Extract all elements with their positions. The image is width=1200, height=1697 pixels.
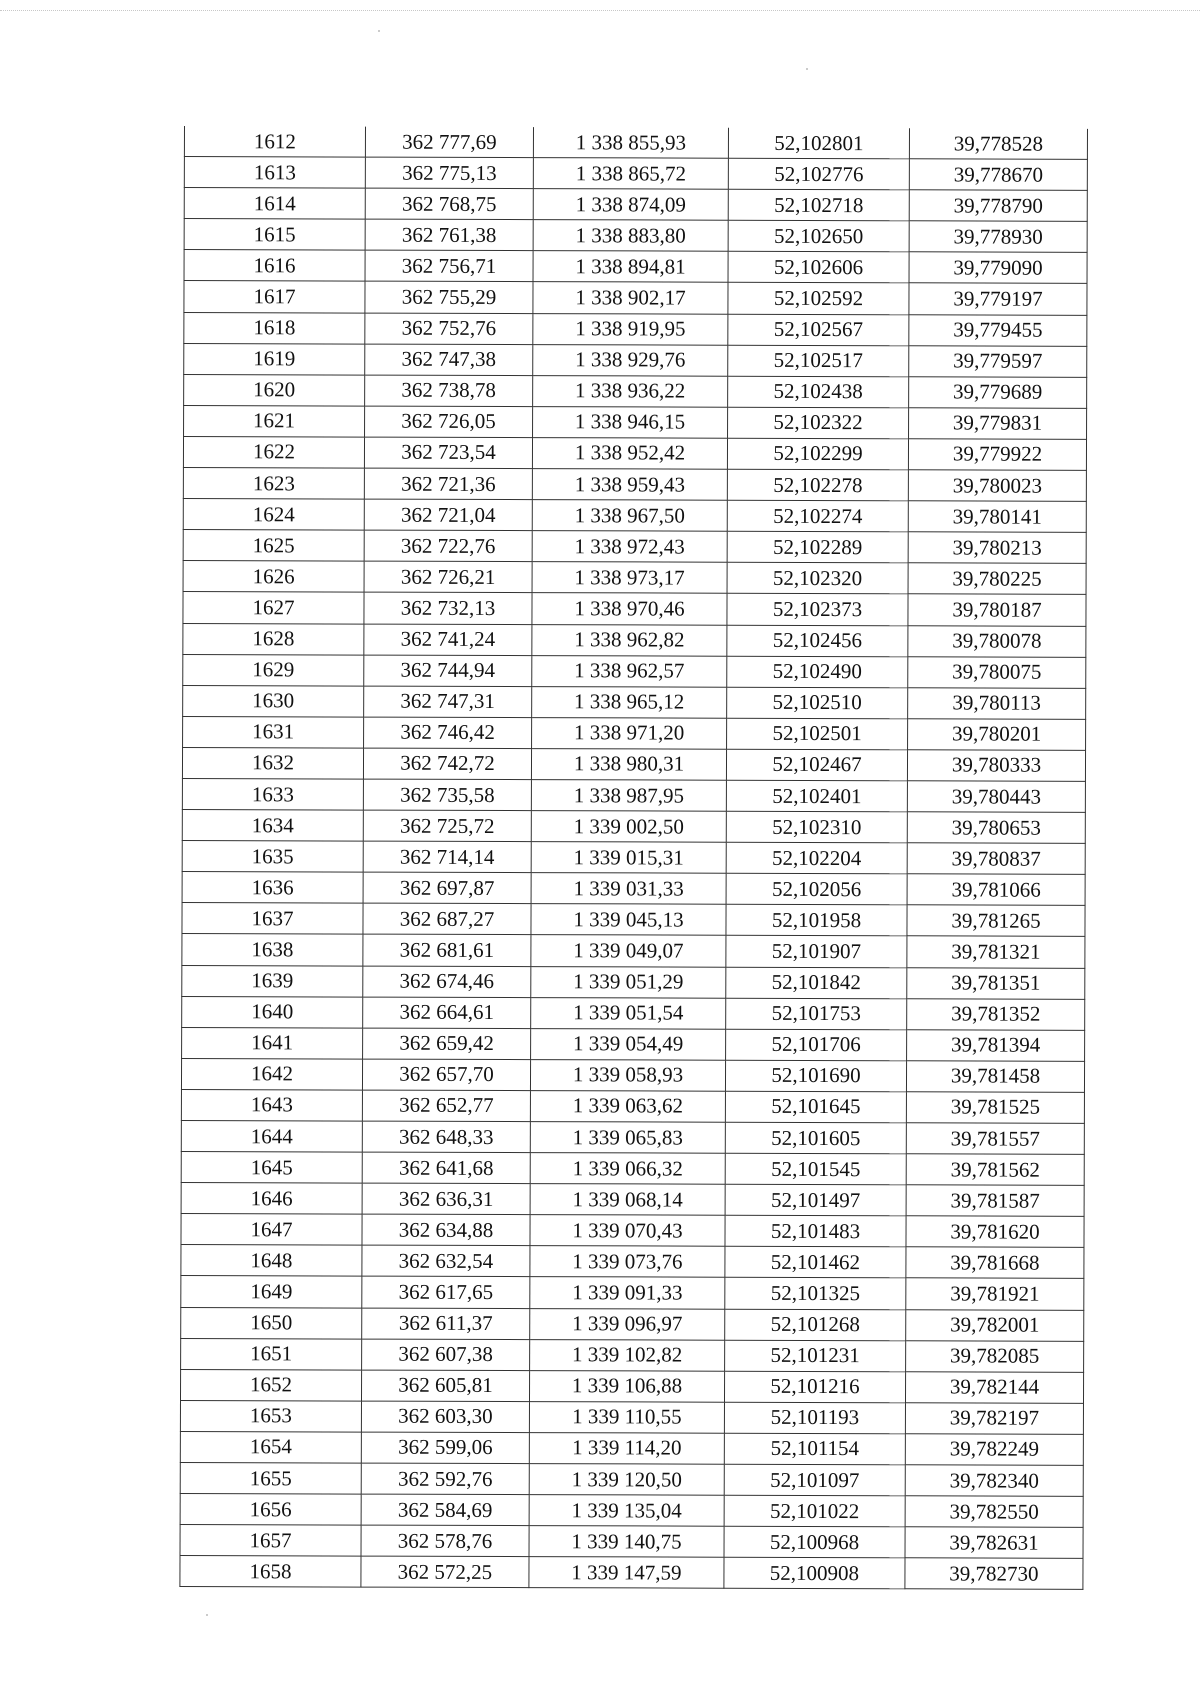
point-number-cell: 1658 bbox=[180, 1556, 361, 1588]
table-row bbox=[183, 499, 1086, 533]
point-number-cell: 1633 bbox=[182, 778, 363, 810]
latitude-cell: 52,102401 bbox=[726, 780, 907, 812]
scan-speck bbox=[206, 1614, 208, 1616]
table-row bbox=[182, 872, 1085, 906]
y-coordinate-cell: 1 339 058,93 bbox=[530, 1059, 725, 1091]
point-number-cell: 1623 bbox=[183, 468, 364, 500]
table-row bbox=[180, 1525, 1083, 1559]
longitude-cell: 39,782730 bbox=[905, 1558, 1083, 1590]
scan-edge-line bbox=[0, 10, 1200, 11]
point-number-cell: 1624 bbox=[183, 499, 364, 531]
latitude-cell: 52,102501 bbox=[727, 718, 908, 750]
table-row bbox=[182, 778, 1085, 812]
latitude-cell: 52,102320 bbox=[727, 563, 908, 595]
x-coordinate-cell: 362 735,58 bbox=[363, 779, 531, 811]
longitude-cell: 39,779689 bbox=[909, 377, 1087, 409]
table-row bbox=[184, 405, 1087, 439]
longitude-cell: 39,782001 bbox=[906, 1309, 1084, 1341]
point-number-cell: 1637 bbox=[182, 903, 363, 935]
longitude-cell: 39,780141 bbox=[908, 501, 1086, 533]
point-number-cell: 1620 bbox=[184, 374, 365, 406]
latitude-cell: 52,102056 bbox=[726, 873, 907, 905]
x-coordinate-cell: 362 741,24 bbox=[364, 624, 532, 656]
table-row bbox=[182, 747, 1085, 781]
x-coordinate-cell: 362 714,14 bbox=[363, 841, 531, 873]
x-coordinate-cell: 362 723,54 bbox=[364, 437, 532, 469]
longitude-cell: 39,780075 bbox=[908, 656, 1086, 688]
point-number-cell: 1629 bbox=[183, 654, 364, 686]
x-coordinate-cell: 362 722,76 bbox=[364, 530, 532, 562]
y-coordinate-cell: 1 339 063,62 bbox=[530, 1090, 725, 1122]
table-row bbox=[184, 126, 1087, 159]
table-row bbox=[181, 1338, 1084, 1372]
x-coordinate-cell: 362 605,81 bbox=[361, 1370, 529, 1402]
point-number-cell: 1631 bbox=[183, 716, 364, 748]
x-coordinate-cell: 362 697,87 bbox=[363, 872, 531, 904]
point-number-cell: 1627 bbox=[183, 592, 364, 624]
longitude-cell: 39,781321 bbox=[907, 936, 1085, 968]
y-coordinate-cell: 1 339 051,54 bbox=[531, 997, 726, 1029]
y-coordinate-cell: 1 338 980,31 bbox=[531, 748, 726, 780]
x-coordinate-cell: 362 721,04 bbox=[364, 499, 532, 531]
y-coordinate-cell: 1 339 147,59 bbox=[529, 1557, 724, 1589]
longitude-cell: 39,779090 bbox=[909, 252, 1087, 284]
y-coordinate-cell: 1 339 096,97 bbox=[530, 1308, 725, 1340]
x-coordinate-cell: 362 572,25 bbox=[361, 1556, 529, 1588]
longitude-cell: 39,781525 bbox=[906, 1092, 1084, 1124]
table-row bbox=[183, 685, 1086, 719]
y-coordinate-cell: 1 338 987,95 bbox=[531, 780, 726, 812]
table-row bbox=[183, 623, 1086, 657]
x-coordinate-cell: 362 744,94 bbox=[364, 655, 532, 687]
x-coordinate-cell: 362 659,42 bbox=[363, 1028, 531, 1060]
x-coordinate-cell: 362 648,33 bbox=[362, 1121, 530, 1153]
longitude-cell: 39,779197 bbox=[909, 283, 1087, 315]
point-number-cell: 1639 bbox=[182, 965, 363, 997]
x-coordinate-cell: 362 584,69 bbox=[361, 1494, 529, 1526]
longitude-cell: 39,780653 bbox=[907, 812, 1085, 844]
table-row bbox=[182, 996, 1085, 1030]
y-coordinate-cell: 1 339 066,32 bbox=[530, 1153, 725, 1185]
y-coordinate-cell: 1 339 015,31 bbox=[531, 842, 726, 874]
longitude-cell: 39,782249 bbox=[905, 1434, 1083, 1466]
x-coordinate-cell: 362 652,77 bbox=[362, 1090, 530, 1122]
longitude-cell: 39,778528 bbox=[909, 128, 1087, 159]
y-coordinate-cell: 1 338 855,93 bbox=[533, 127, 728, 158]
x-coordinate-cell: 362 777,69 bbox=[365, 127, 533, 158]
table-row bbox=[181, 1058, 1084, 1092]
point-number-cell: 1616 bbox=[184, 250, 365, 282]
longitude-cell: 39,781351 bbox=[907, 967, 1085, 999]
latitude-cell: 52,101022 bbox=[724, 1495, 905, 1527]
latitude-cell: 52,101545 bbox=[725, 1153, 906, 1185]
longitude-cell: 39,779922 bbox=[908, 439, 1086, 471]
y-coordinate-cell: 1 338 865,72 bbox=[533, 158, 728, 190]
x-coordinate-cell: 362 726,05 bbox=[365, 406, 533, 438]
point-number-cell: 1651 bbox=[181, 1338, 362, 1370]
point-number-cell: 1630 bbox=[183, 685, 364, 717]
y-coordinate-cell: 1 338 946,15 bbox=[533, 406, 728, 438]
x-coordinate-cell: 362 721,36 bbox=[364, 468, 532, 500]
latitude-cell: 52,101605 bbox=[725, 1122, 906, 1154]
point-number-cell: 1628 bbox=[183, 623, 364, 655]
table-row bbox=[182, 1027, 1085, 1061]
y-coordinate-cell: 1 338 883,80 bbox=[533, 220, 728, 252]
latitude-cell: 52,102801 bbox=[728, 128, 909, 159]
table-row bbox=[184, 374, 1087, 408]
longitude-cell: 39,781562 bbox=[906, 1154, 1084, 1186]
longitude-cell: 39,782550 bbox=[905, 1496, 1083, 1528]
x-coordinate-cell: 362 603,30 bbox=[361, 1401, 529, 1433]
point-number-cell: 1648 bbox=[181, 1245, 362, 1277]
table-row bbox=[183, 436, 1086, 470]
table-row bbox=[180, 1431, 1083, 1465]
longitude-cell: 39,778670 bbox=[909, 159, 1087, 191]
table-row bbox=[183, 654, 1086, 688]
point-number-cell: 1647 bbox=[181, 1214, 362, 1246]
latitude-cell: 52,101907 bbox=[726, 936, 907, 968]
table-row bbox=[183, 530, 1086, 564]
latitude-cell: 52,102204 bbox=[726, 842, 907, 874]
table-row bbox=[184, 281, 1087, 315]
latitude-cell: 52,101216 bbox=[724, 1371, 905, 1403]
x-coordinate-cell: 362 747,31 bbox=[364, 686, 532, 718]
x-coordinate-cell: 362 641,68 bbox=[362, 1152, 530, 1184]
y-coordinate-cell: 1 339 114,20 bbox=[529, 1433, 724, 1465]
x-coordinate-cell: 362 746,42 bbox=[364, 717, 532, 749]
latitude-cell: 52,102517 bbox=[728, 345, 909, 377]
latitude-cell: 52,101097 bbox=[724, 1464, 905, 1496]
y-coordinate-cell: 1 339 031,33 bbox=[531, 873, 726, 905]
point-number-cell: 1642 bbox=[181, 1058, 362, 1090]
y-coordinate-cell: 1 339 051,29 bbox=[531, 966, 726, 998]
point-number-cell: 1619 bbox=[184, 343, 365, 375]
y-coordinate-cell: 1 338 952,42 bbox=[532, 438, 727, 470]
latitude-cell: 52,102718 bbox=[728, 189, 909, 221]
longitude-cell: 39,781394 bbox=[907, 1029, 1085, 1061]
y-coordinate-cell: 1 339 110,55 bbox=[529, 1401, 724, 1433]
y-coordinate-cell: 1 339 049,07 bbox=[531, 935, 726, 967]
y-coordinate-cell: 1 339 140,75 bbox=[529, 1526, 724, 1558]
y-coordinate-cell: 1 338 929,76 bbox=[533, 344, 728, 376]
table-row bbox=[181, 1152, 1084, 1186]
longitude-cell: 39,780837 bbox=[907, 843, 1085, 875]
latitude-cell: 52,102467 bbox=[726, 749, 907, 781]
point-number-cell: 1636 bbox=[182, 872, 363, 904]
point-number-cell: 1612 bbox=[184, 126, 365, 157]
longitude-cell: 39,780443 bbox=[907, 781, 1085, 813]
table-row bbox=[183, 716, 1086, 750]
y-coordinate-cell: 1 338 919,95 bbox=[533, 313, 728, 345]
longitude-cell: 39,780023 bbox=[908, 470, 1086, 502]
latitude-cell: 52,101842 bbox=[726, 967, 907, 999]
x-coordinate-cell: 362 738,78 bbox=[365, 375, 533, 407]
longitude-cell: 39,780201 bbox=[908, 719, 1086, 751]
longitude-cell: 39,781668 bbox=[906, 1247, 1084, 1279]
y-coordinate-cell: 1 338 972,43 bbox=[532, 531, 727, 563]
longitude-cell: 39,781921 bbox=[906, 1278, 1084, 1310]
point-number-cell: 1621 bbox=[184, 405, 365, 437]
x-coordinate-cell: 362 578,76 bbox=[361, 1525, 529, 1557]
y-coordinate-cell: 1 339 054,49 bbox=[531, 1028, 726, 1060]
table-row bbox=[182, 903, 1085, 937]
longitude-cell: 39,781066 bbox=[907, 874, 1085, 906]
x-coordinate-cell: 362 747,38 bbox=[365, 344, 533, 376]
y-coordinate-cell: 1 338 973,17 bbox=[532, 562, 727, 594]
x-coordinate-cell: 362 592,76 bbox=[361, 1463, 529, 1495]
latitude-cell: 52,102456 bbox=[727, 625, 908, 657]
longitude-cell: 39,779597 bbox=[909, 345, 1087, 377]
x-coordinate-cell: 362 657,70 bbox=[362, 1059, 530, 1091]
y-coordinate-cell: 1 339 045,13 bbox=[531, 904, 726, 936]
longitude-cell: 39,778930 bbox=[909, 221, 1087, 253]
point-number-cell: 1649 bbox=[181, 1276, 362, 1308]
point-number-cell: 1640 bbox=[182, 996, 363, 1028]
y-coordinate-cell: 1 339 070,43 bbox=[530, 1215, 725, 1247]
x-coordinate-cell: 362 768,75 bbox=[365, 188, 533, 220]
point-number-cell: 1614 bbox=[184, 188, 365, 220]
latitude-cell: 52,100908 bbox=[724, 1558, 905, 1590]
latitude-cell: 52,101958 bbox=[726, 905, 907, 937]
longitude-cell: 39,778790 bbox=[909, 190, 1087, 222]
y-coordinate-cell: 1 338 936,22 bbox=[533, 375, 728, 407]
table-row bbox=[184, 157, 1087, 191]
latitude-cell: 52,102310 bbox=[726, 811, 907, 843]
table-row bbox=[182, 810, 1085, 844]
latitude-cell: 52,102776 bbox=[728, 158, 909, 190]
y-coordinate-cell: 1 339 120,50 bbox=[529, 1464, 724, 1496]
y-coordinate-cell: 1 338 874,09 bbox=[533, 189, 728, 221]
latitude-cell: 52,102299 bbox=[727, 438, 908, 470]
point-number-cell: 1643 bbox=[181, 1089, 362, 1121]
table-row bbox=[182, 934, 1085, 968]
longitude-cell: 39,781352 bbox=[907, 998, 1085, 1030]
y-coordinate-cell: 1 339 091,33 bbox=[530, 1277, 725, 1309]
x-coordinate-cell: 362 617,65 bbox=[362, 1277, 530, 1309]
table-row bbox=[180, 1369, 1083, 1403]
longitude-cell: 39,781265 bbox=[907, 905, 1085, 937]
latitude-cell: 52,102490 bbox=[727, 656, 908, 688]
table-row bbox=[181, 1214, 1084, 1248]
longitude-cell: 39,782144 bbox=[905, 1372, 1083, 1404]
point-number-cell: 1613 bbox=[184, 157, 365, 189]
y-coordinate-cell: 1 339 065,83 bbox=[530, 1122, 725, 1154]
latitude-cell: 52,102567 bbox=[728, 314, 909, 346]
point-number-cell: 1626 bbox=[183, 561, 364, 593]
latitude-cell: 52,101753 bbox=[726, 998, 907, 1030]
point-number-cell: 1635 bbox=[182, 841, 363, 873]
latitude-cell: 52,102289 bbox=[727, 531, 908, 563]
y-coordinate-cell: 1 339 102,82 bbox=[530, 1339, 725, 1371]
longitude-cell: 39,782631 bbox=[905, 1527, 1083, 1559]
y-coordinate-cell: 1 339 106,88 bbox=[529, 1370, 724, 1402]
y-coordinate-cell: 1 338 962,82 bbox=[532, 624, 727, 656]
y-coordinate-cell: 1 338 894,81 bbox=[533, 251, 728, 283]
x-coordinate-cell: 362 732,13 bbox=[364, 592, 532, 624]
y-coordinate-cell: 1 338 967,50 bbox=[532, 500, 727, 532]
table-row bbox=[183, 561, 1086, 595]
table-row bbox=[181, 1183, 1084, 1217]
table-row bbox=[180, 1494, 1083, 1528]
longitude-cell: 39,781458 bbox=[906, 1061, 1084, 1093]
point-number-cell: 1657 bbox=[180, 1525, 361, 1557]
longitude-cell: 39,780113 bbox=[908, 687, 1086, 719]
x-coordinate-cell: 362 599,06 bbox=[361, 1432, 529, 1464]
longitude-cell: 39,782197 bbox=[905, 1403, 1083, 1435]
point-number-cell: 1632 bbox=[182, 747, 363, 779]
latitude-cell: 52,101497 bbox=[725, 1184, 906, 1216]
y-coordinate-cell: 1 338 959,43 bbox=[532, 469, 727, 501]
x-coordinate-cell: 362 687,27 bbox=[363, 903, 531, 935]
longitude-cell: 39,780187 bbox=[908, 594, 1086, 626]
longitude-cell: 39,780333 bbox=[907, 750, 1085, 782]
longitude-cell: 39,779455 bbox=[909, 314, 1087, 346]
latitude-cell: 52,102606 bbox=[728, 252, 909, 284]
x-coordinate-cell: 362 632,54 bbox=[362, 1245, 530, 1277]
x-coordinate-cell: 362 636,31 bbox=[362, 1183, 530, 1215]
latitude-cell: 52,101231 bbox=[725, 1340, 906, 1372]
x-coordinate-cell: 362 742,72 bbox=[363, 748, 531, 780]
table-row bbox=[184, 343, 1087, 377]
longitude-cell: 39,781620 bbox=[906, 1216, 1084, 1248]
point-number-cell: 1652 bbox=[180, 1369, 361, 1401]
table-row bbox=[181, 1089, 1084, 1123]
longitude-cell: 39,781587 bbox=[906, 1185, 1084, 1217]
y-coordinate-cell: 1 338 970,46 bbox=[532, 593, 727, 625]
x-coordinate-cell: 362 664,61 bbox=[363, 997, 531, 1029]
point-number-cell: 1617 bbox=[184, 281, 365, 313]
longitude-cell: 39,780078 bbox=[908, 625, 1086, 657]
coordinates-table-body bbox=[180, 126, 1088, 1590]
x-coordinate-cell: 362 756,71 bbox=[365, 250, 533, 282]
latitude-cell: 52,102650 bbox=[728, 220, 909, 252]
table-row bbox=[184, 312, 1087, 346]
longitude-cell: 39,782340 bbox=[905, 1465, 1083, 1497]
table-row bbox=[181, 1120, 1084, 1154]
x-coordinate-cell: 362 726,21 bbox=[364, 561, 532, 593]
point-number-cell: 1625 bbox=[183, 530, 364, 562]
x-coordinate-cell: 362 681,61 bbox=[363, 935, 531, 967]
latitude-cell: 52,101462 bbox=[725, 1247, 906, 1279]
coordinates-table bbox=[179, 126, 1088, 1590]
table-row bbox=[184, 250, 1087, 284]
scan-speck bbox=[806, 68, 808, 70]
y-coordinate-cell: 1 339 135,04 bbox=[529, 1495, 724, 1527]
latitude-cell: 52,101193 bbox=[724, 1402, 905, 1434]
x-coordinate-cell: 362 611,37 bbox=[362, 1308, 530, 1340]
y-coordinate-cell: 1 338 962,57 bbox=[532, 655, 727, 687]
latitude-cell: 52,102274 bbox=[727, 500, 908, 532]
x-coordinate-cell: 362 725,72 bbox=[363, 810, 531, 842]
table-row bbox=[180, 1463, 1083, 1497]
x-coordinate-cell: 362 761,38 bbox=[365, 219, 533, 251]
latitude-cell: 52,102322 bbox=[728, 407, 909, 439]
x-coordinate-cell: 362 607,38 bbox=[362, 1339, 530, 1371]
point-number-cell: 1656 bbox=[180, 1494, 361, 1526]
point-number-cell: 1638 bbox=[182, 934, 363, 966]
point-number-cell: 1645 bbox=[181, 1152, 362, 1184]
point-number-cell: 1618 bbox=[184, 312, 365, 344]
longitude-cell: 39,781557 bbox=[906, 1123, 1084, 1155]
point-number-cell: 1650 bbox=[181, 1307, 362, 1339]
point-number-cell: 1654 bbox=[180, 1431, 361, 1463]
point-number-cell: 1634 bbox=[182, 810, 363, 842]
x-coordinate-cell: 362 755,29 bbox=[365, 282, 533, 314]
point-number-cell: 1653 bbox=[180, 1400, 361, 1432]
y-coordinate-cell: 1 339 002,50 bbox=[531, 811, 726, 843]
table-row bbox=[180, 1400, 1083, 1434]
point-number-cell: 1641 bbox=[182, 1027, 363, 1059]
latitude-cell: 52,102278 bbox=[727, 469, 908, 501]
latitude-cell: 52,101325 bbox=[725, 1278, 906, 1310]
latitude-cell: 52,101483 bbox=[725, 1215, 906, 1247]
table-row bbox=[180, 1556, 1083, 1590]
point-number-cell: 1644 bbox=[181, 1120, 362, 1152]
table-row bbox=[182, 841, 1085, 875]
longitude-cell: 39,779831 bbox=[909, 408, 1087, 440]
latitude-cell: 52,101706 bbox=[726, 1029, 907, 1061]
latitude-cell: 52,101268 bbox=[725, 1309, 906, 1341]
x-coordinate-cell: 362 775,13 bbox=[365, 157, 533, 189]
table-row bbox=[181, 1245, 1084, 1279]
table-row bbox=[181, 1276, 1084, 1310]
x-coordinate-cell: 362 674,46 bbox=[363, 966, 531, 998]
table-row bbox=[183, 468, 1086, 502]
table-row bbox=[184, 188, 1087, 222]
x-coordinate-cell: 362 634,88 bbox=[362, 1214, 530, 1246]
longitude-cell: 39,780213 bbox=[908, 532, 1086, 564]
y-coordinate-cell: 1 339 073,76 bbox=[530, 1246, 725, 1278]
longitude-cell: 39,782085 bbox=[906, 1340, 1084, 1372]
point-number-cell: 1622 bbox=[183, 436, 364, 468]
table-row bbox=[181, 1307, 1084, 1341]
table-row bbox=[184, 219, 1087, 253]
y-coordinate-cell: 1 338 902,17 bbox=[533, 282, 728, 314]
latitude-cell: 52,102438 bbox=[728, 376, 909, 408]
table-row bbox=[182, 965, 1085, 999]
point-number-cell: 1646 bbox=[181, 1183, 362, 1215]
point-number-cell: 1655 bbox=[180, 1463, 361, 1495]
latitude-cell: 52,102592 bbox=[728, 283, 909, 315]
y-coordinate-cell: 1 339 068,14 bbox=[530, 1184, 725, 1216]
latitude-cell: 52,101154 bbox=[724, 1433, 905, 1465]
scan-speck bbox=[378, 30, 380, 32]
latitude-cell: 52,101690 bbox=[725, 1060, 906, 1092]
x-coordinate-cell: 362 752,76 bbox=[365, 313, 533, 345]
point-number-cell: 1615 bbox=[184, 219, 365, 251]
table-row bbox=[183, 592, 1086, 626]
latitude-cell: 52,102510 bbox=[727, 687, 908, 719]
latitude-cell: 52,101645 bbox=[725, 1091, 906, 1123]
latitude-cell: 52,100968 bbox=[724, 1526, 905, 1558]
longitude-cell: 39,780225 bbox=[908, 563, 1086, 595]
y-coordinate-cell: 1 338 965,12 bbox=[532, 686, 727, 718]
y-coordinate-cell: 1 338 971,20 bbox=[532, 717, 727, 749]
latitude-cell: 52,102373 bbox=[727, 594, 908, 626]
